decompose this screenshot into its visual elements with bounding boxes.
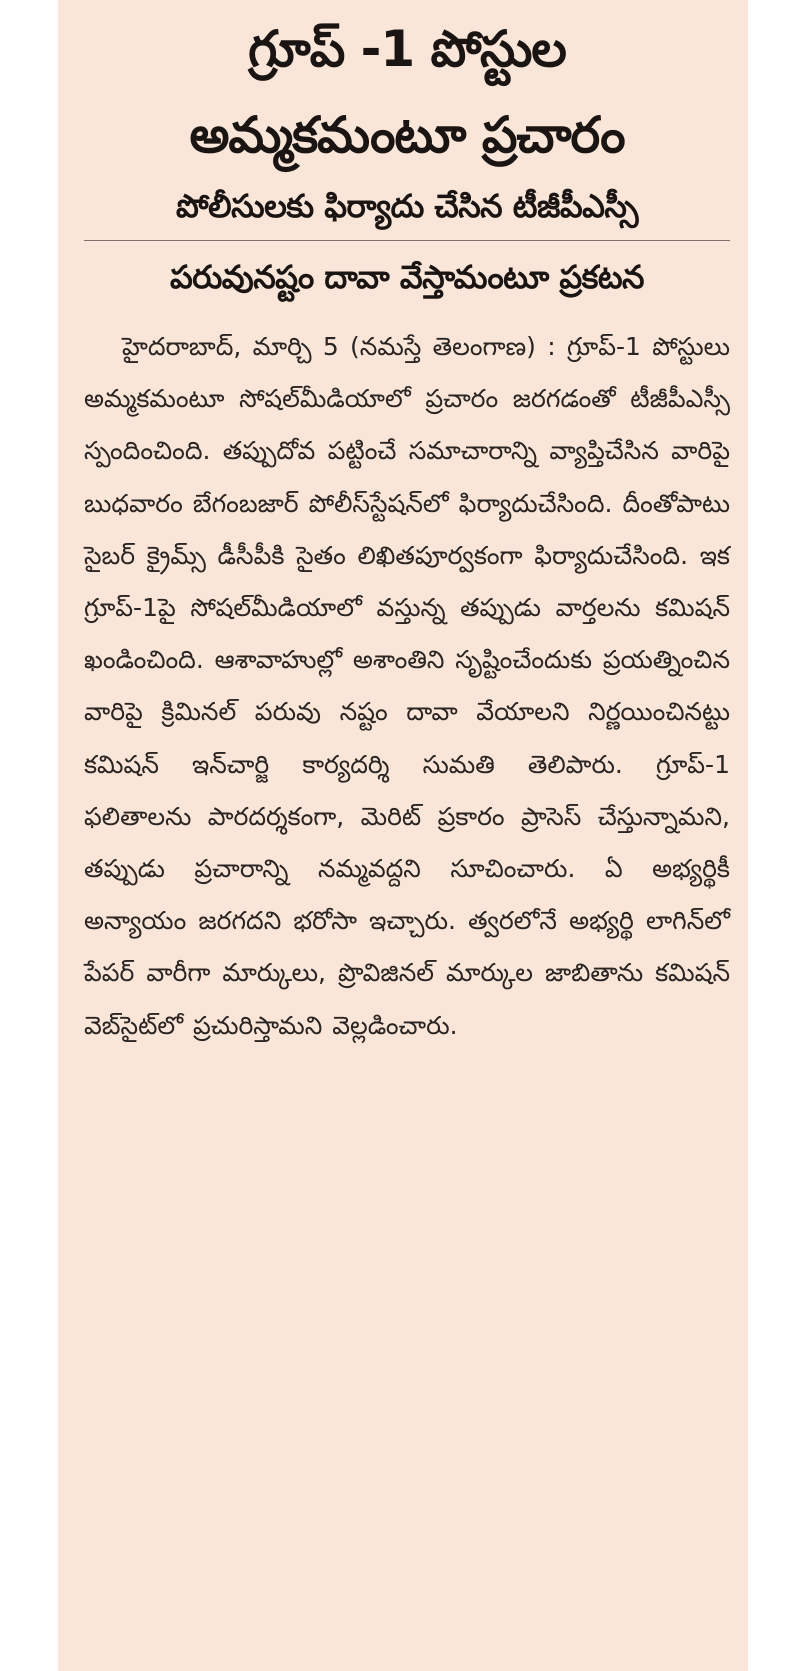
headline: [84, 6, 730, 178]
newspaper-clipping: [58, 0, 748, 1671]
headline-line-1: గ్రూప్ -1 పోస్టుల: [248, 20, 566, 78]
subheading-police-complaint: పోలీసులకు ఫిర్యాదు చేసిన టీజీపీఎస్సీ: [176, 187, 638, 225]
subheading-defamation-suit: పరువునష్టం దావా వేస్తామంటూ ప్రకటన: [169, 258, 645, 296]
subheading-divider: [84, 240, 730, 241]
article-body: హైదరాబాద్, మార్చి 5 (నమస్తే తెలంగాణ) : గ్రూప్-1 పోస్టులు అమ్మకమంటూ సోషల్‌మీడియాలో ప్రచారం జరగడంతో టీజీపీఎస్సీ స్పందించింది. తప్పుదోవ పట్టించే సమాచారాన్ని వ్యాప్తిచేసిన వారిపై బుధవారం బేగంబజార్ పోలీస్‌స్టేషన్‌లో ఫిర్యాదుచేసింది. దీంతోపాటు సైబర్ క్రైమ్స్ డీసీపీకి సైతం లిఖితపూర్వకంగా ఫిర్యాదుచేసింది. ఇక గ్రూప్-1పై సోషల్‌మీడియాలో వస్తున్న తప్పుడు వార్తలను కమిషన్ ఖండించింది. ఆశావాహుల్లో అశాంతిని సృష్టించేందుకు ప్రయత్నించిన వారిపై క్రిమినల్ పరువు నష్టం దావా వేయాలని నిర్ణయించినట్టు కమిషన్ ఇన్‌చార్జి కార్యదర్శి సుమతి తెలిపారు. గ్రూప్-1 ఫలితాలను పారదర్శకంగా, మెరిట్ ప్రకారం ప్రాసెస్ చేస్తున్నామని, తప్పుడు ప్రచారాన్ని నమ్మవద్దని సూచించారు. ఏ అభ్యర్థికీ అన్యాయం జరగదని భరోసా ఇచ్చారు. త్వరలోనే అభ్యర్థి లాగిన్‌లో పేపర్ వారీగా మార్కులు, ప్రొవిజినల్ మార్కుల జాబితాను కమిషన్ వెబ్‌సైట్‌లో ప్రచురిస్తామని వెల్లడించారు.: [84, 332, 730, 1040]
headline-line-2: అమ్మకమంటూ ప్రచారం: [189, 106, 625, 164]
